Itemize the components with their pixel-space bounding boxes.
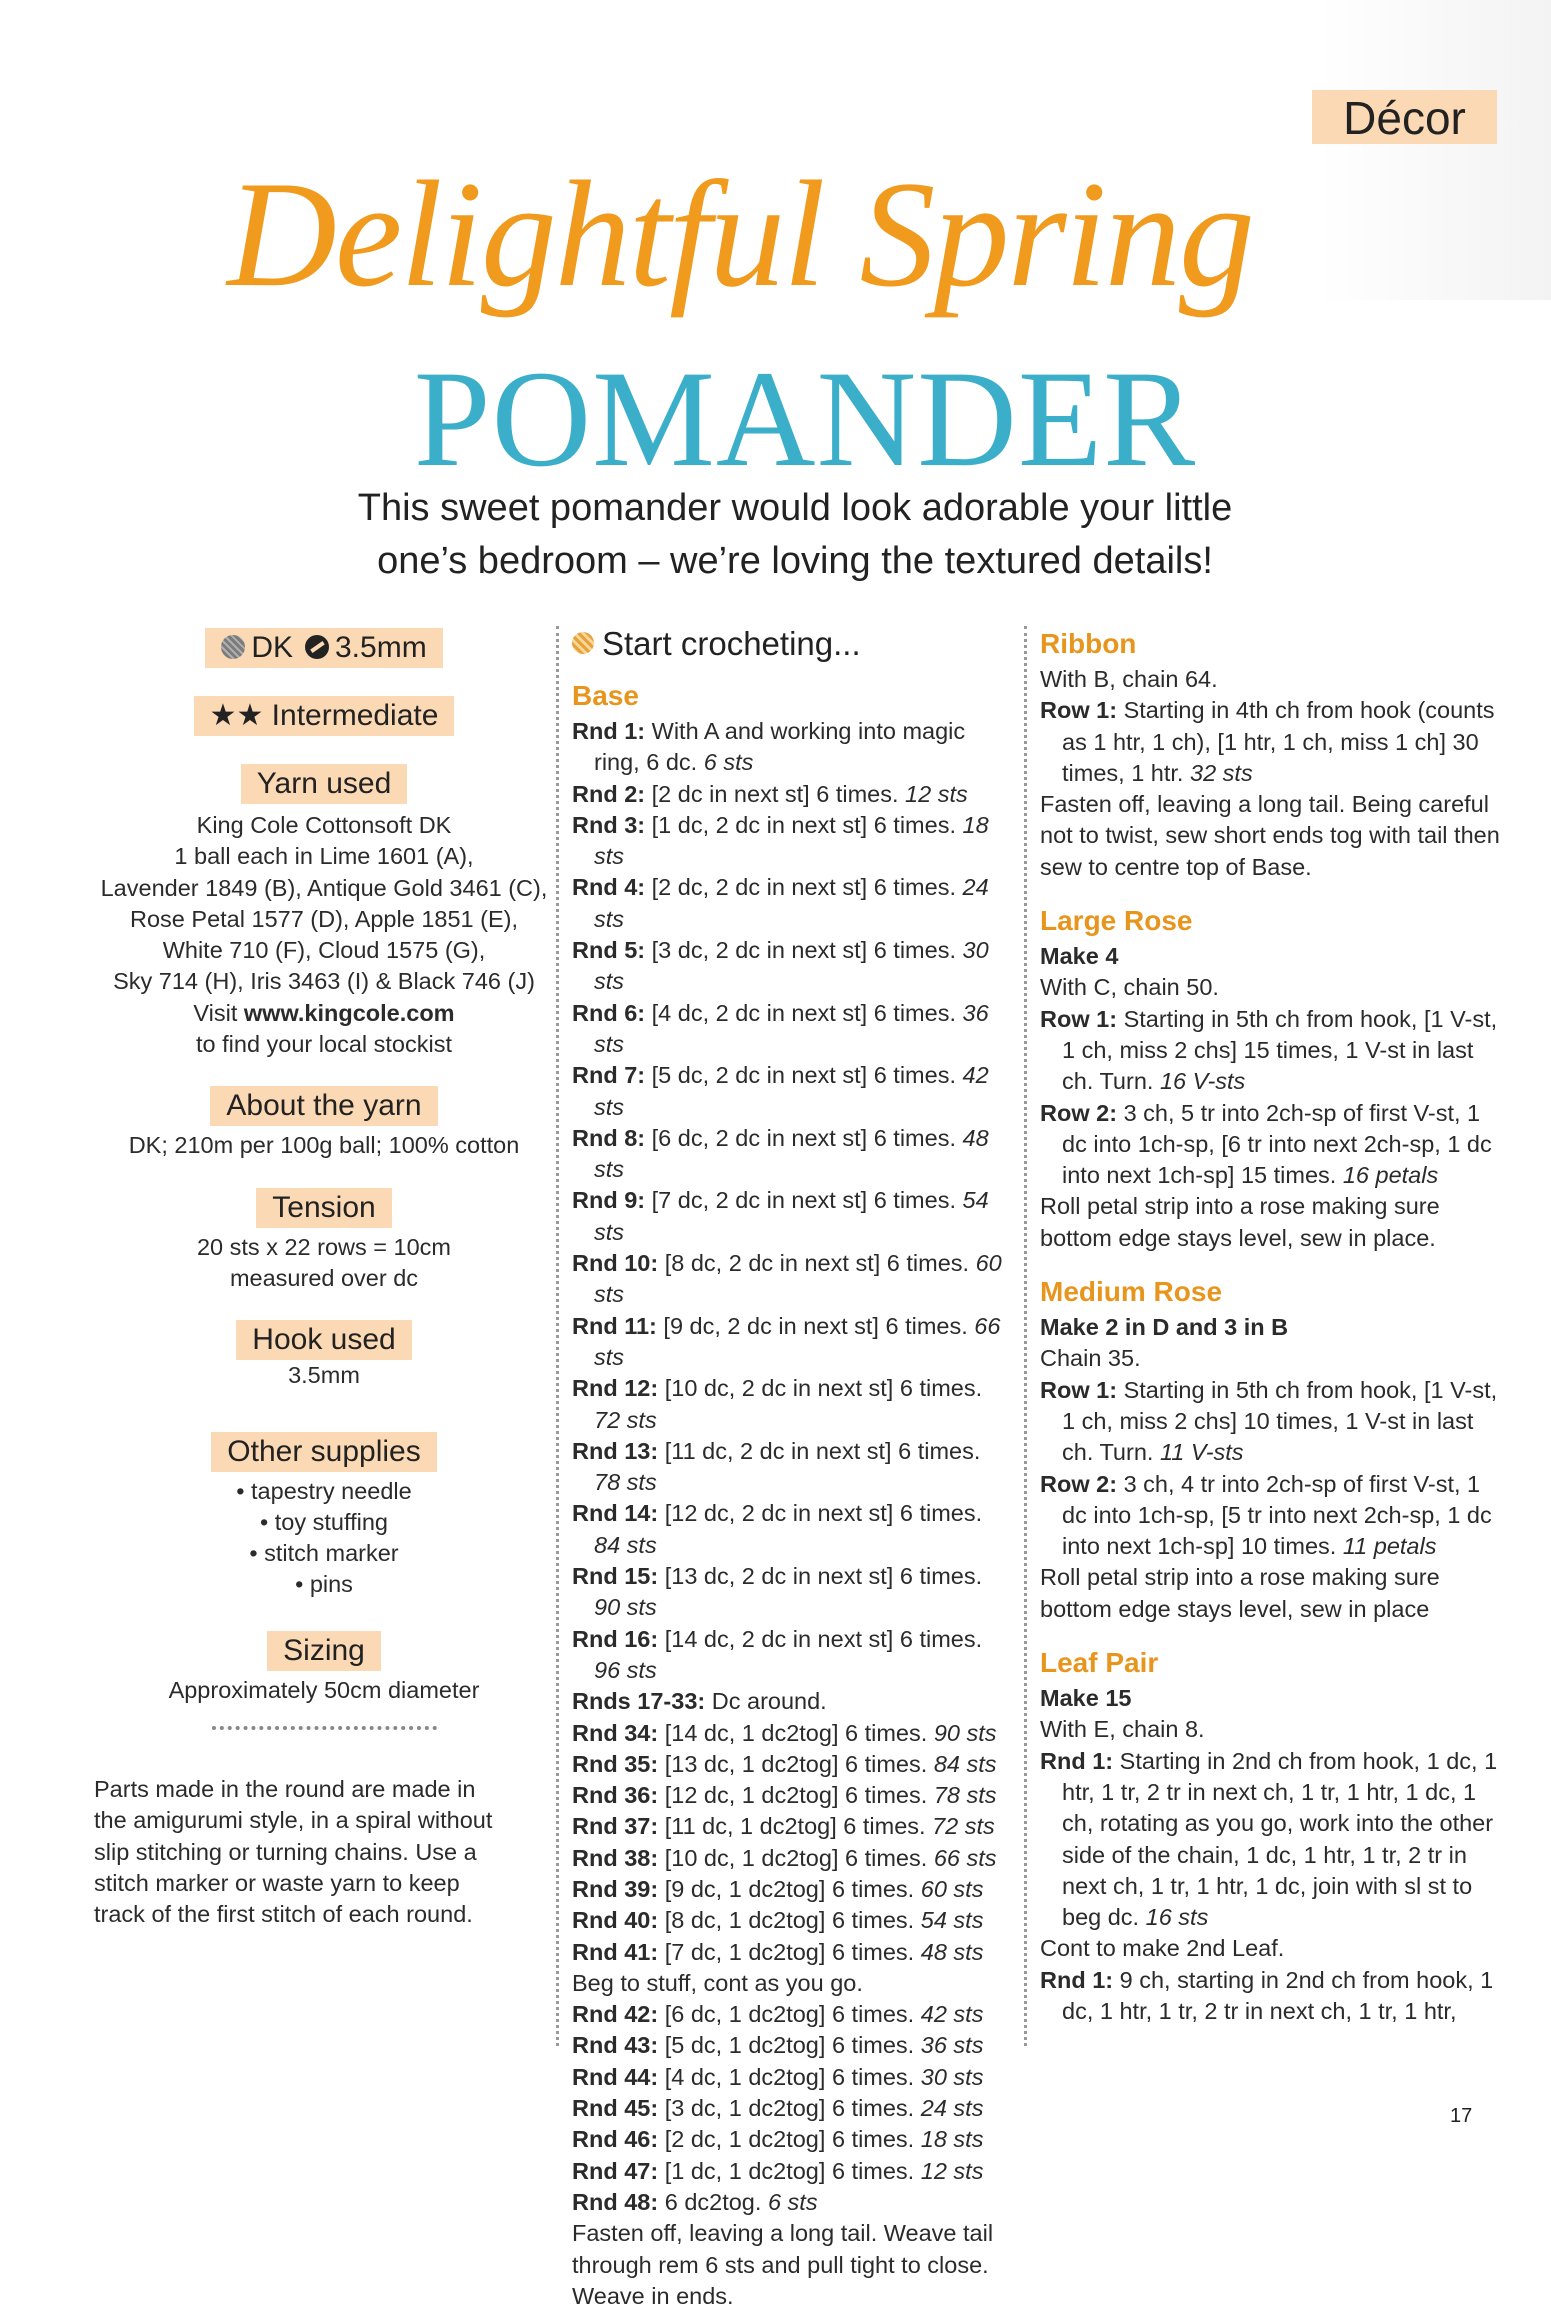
pattern-row: Rnd 14: [12 dc, 2 dc in next st] 6 times. 84 sts [572,1500,983,1558]
sizing-heading: Sizing [267,1631,381,1671]
pattern-row: Rnd 35: [13 dc, 1 dc2tog] 6 times. 84 sts [572,1750,997,1777]
pattern-row: Row 2: 3 ch, 5 tr into 2ch-sp of first V-st, 1 dc into 1ch-sp, [6 tr into next 2ch-sp, 1 dc into next 1ch-sp] 15 times. 16 petals [1040,1099,1492,1189]
medium-rose-intro: Chain 35. [1040,1345,1141,1372]
base-finish: Fasten off, leaving a long tail. Weave tail through rem 6 sts and pull tight to close. Weave in ends. [572,2220,994,2309]
difficulty-badge: ★★ Intermediate [194,696,455,736]
pattern-row: Rnd 11: [9 dc, 2 dc in next st] 6 times. 66 sts [572,1312,1001,1370]
title-line-1: Delightful Spring [227,150,1253,318]
column-divider-1 [556,626,559,2046]
start-crocheting-heading: Start crocheting... [572,624,1012,664]
pattern-row: Rnd 48: 6 dc2tog. 6 sts [572,2188,818,2215]
about-yarn-text: DK; 210m per 100g ball; 100% cotton [128,1132,520,1159]
spec-badge: DK 3.5mm [205,628,442,668]
pattern-row: Rnd 2: [2 dc in next st] 6 times. 12 sts [572,780,968,807]
ribbon-finish: Fasten off, leaving a long tail. Being careful not to twist, sew short ends tog with tail then sew to centre top of Base. [1040,791,1500,880]
large-rose-finish: Roll petal strip into a rose making sure bottom edge stays level, sew in place. [1040,1193,1440,1251]
pattern-row: Row 1: Starting in 5th ch from hook, [1 V-st, 1 ch, miss 2 chs] 10 times, 1 V-st in last ch. Turn. 11 V-sts [1040,1376,1498,1466]
pattern-row: Rnd 34: [14 dc, 1 dc2tog] 6 times. 90 sts [572,1719,997,1746]
pattern-row: Rnd 16: [14 dc, 2 dc in next st] 6 times. 96 sts [572,1625,983,1683]
amigurumi-note: Parts made in the round are made in the amigurumi style, in a spiral without slip stitching or turning chains. Use a stitch marker or waste yarn to keep track of the first stitch of each round. [94,1776,493,1928]
pattern-row: Rnd 41: [7 dc, 1 dc2tog] 6 times. 48 sts [572,1938,984,1965]
standfirst: This sweet pomander would look adorable your little one’s bedroom – we’re loving the textured details! [357,487,1233,582]
pattern-row: Rnd 1: With A and working into magic ring, 6 dc. 6 sts [572,718,966,776]
other-supplies-heading: Other supplies [211,1432,436,1472]
pattern-row: Rnd 45: [3 dc, 1 dc2tog] 6 times. 24 sts [572,2095,984,2122]
pattern-row: Rnd 5: [3 dc, 2 dc in next st] 6 times. 30 sts [572,937,989,995]
pattern-row: Rnd 42: [6 dc, 1 dc2tog] 6 times. 42 sts [572,2001,984,2028]
pattern-row: Row 2: 3 ch, 4 tr into 2ch-sp of first V-st, 1 dc into 1ch-sp, [5 tr into next 2ch-sp, 1 dc into next 1ch-sp] 10 times. 11 petals [1040,1470,1492,1560]
about-yarn-heading: About the yarn [210,1086,437,1126]
page-number: 17 [1450,2105,1473,2127]
pattern-row: Rnd 46: [2 dc, 1 dc2tog] 6 times. 18 sts [572,2126,984,2153]
yarn-ball-icon [572,632,594,654]
leaf-pair-intro: With E, chain 8. [1040,1716,1205,1743]
medium-rose-heading: Medium Rose [1040,1276,1223,1308]
medium-rose-finish: Roll petal strip into a rose making sure bottom edge stays level, sew in place [1040,1564,1440,1622]
yarn-used-text: King Cole Cottonsoft DK 1 ball each in Lime 1601 (A), Lavender 1849 (B), Antique Gold 3461 (C), Rose Petal 1577 (D), Apple 1851 (E), White 710 (F), Cloud 1575 (G), Sky 714 (H), Iris 3463 (I) & Black 746 (J) Visit www.kingcole.com to find your local stockist [100,812,548,1058]
pattern-row: Rnd 4: [2 dc, 2 dc in next st] 6 times. 24 sts [572,874,989,932]
pattern-row: Rnd 37: [11 dc, 1 dc2tog] 6 times. 72 sts [572,1813,995,1840]
hook-icon [305,635,329,659]
pattern-note: Beg to stuff, cont as you go. [572,1969,863,1996]
pattern-row: Rnd 47: [1 dc, 1 dc2tog] 6 times. 12 sts [572,2157,984,2184]
leaf-pair-heading: Leaf Pair [1040,1647,1159,1679]
pattern-row: Rnd 3: [1 dc, 2 dc in next st] 6 times. 18 sts [572,811,989,870]
pattern-row: Rnd 9: [7 dc, 2 dc in next st] 6 times. 54 sts [572,1187,989,1245]
medium-rose-make: Make 2 in D and 3 in B [1040,1314,1289,1341]
pattern-row: Row 1: Starting in 5th ch from hook, [1 V-st, 1 ch, miss 2 chs] 15 times, 1 V-st in last ch. Turn. 16 V-sts [1040,1005,1498,1095]
ribbon-heading: Ribbon [1040,628,1137,659]
large-rose-intro: With C, chain 50. [1040,974,1219,1001]
kingcole-link[interactable]: www.kingcole.com [243,999,455,1026]
pattern-row: Rnd 15: [13 dc, 2 dc in next st] 6 times. 90 sts [572,1563,983,1621]
base-heading: Base [572,680,639,711]
hook-used-heading: Hook used [236,1320,411,1360]
pattern-row: Rnd 10: [8 dc, 2 dc in next st] 6 times. 60 sts [572,1250,1002,1308]
leaf-pair-cont: Cont to make 2nd Leaf. [1040,1935,1285,1962]
tension-text: 20 sts x 22 rows = 10cm measured over dc [196,1233,452,1291]
sizing-text: Approximately 50cm diameter [168,1676,480,1703]
leaf-pair-make: Make 15 [1040,1685,1132,1712]
large-rose-heading: Large Rose [1040,905,1193,937]
ribbon-intro: With B, chain 64. [1040,666,1218,692]
pattern-row: Rnds 17-33: Dc around. [572,1688,827,1715]
pattern-row: Rnd 13: [11 dc, 2 dc in next st] 6 times. 78 sts [572,1437,981,1496]
pattern-row: Rnd 12: [10 dc, 2 dc in next st] 6 times. 72 sts [572,1375,983,1433]
divider [212,1726,437,1730]
base-column [572,624,1012,2312]
parts-column [1040,626,1500,2027]
pattern-row: Rnd 1: Starting in 2nd ch from hook, 1 dc, 1 htr, 1 tr, 2 tr in next ch, 1 tr, 1 htr, 1 dc, 1 ch, rotating as you go, work into the other side of the chain, 1 dc, 1 htr, 1 tr, 2 tr in next ch, 1 tr, 1 htr, 1 dc, join with sl st to beg dc. 16 sts [1040,1747,1498,1931]
hook-used-text: 3.5mm [288,1362,360,1389]
info-column [94,628,554,1931]
pattern-row: Rnd 36: [12 dc, 1 dc2tog] 6 times. 78 sts [572,1782,997,1809]
pattern-row: Rnd 39: [9 dc, 1 dc2tog] 6 times. 60 sts [572,1875,984,1902]
pattern-row: Rnd 38: [10 dc, 1 dc2tog] 6 times. 66 sts [572,1844,997,1871]
supplies-list: • tapestry needle • toy stuffing • stitch marker • pins [236,1477,412,1598]
pattern-row: Rnd 43: [5 dc, 1 dc2tog] 6 times. 36 sts [572,2032,984,2059]
pattern-row: Rnd 40: [8 dc, 1 dc2tog] 6 times. 54 sts [572,1907,984,1934]
section-tag: Décor [1312,90,1497,144]
tension-heading: Tension [256,1188,391,1228]
base-rounds [572,716,1012,2218]
pattern-row: Rnd 44: [4 dc, 1 dc2tog] 6 times. 30 sts [572,2063,984,2090]
pattern-row: Rnd 7: [5 dc, 2 dc in next st] 6 times. 42 sts [572,1062,989,1120]
pattern-row: Rnd 8: [6 dc, 2 dc in next st] 6 times. 48 sts [572,1124,989,1183]
pattern-row: Rnd 1: 9 ch, starting in 2nd ch from hook, 1 dc, 1 htr, 1 tr, 2 tr in next ch, 1 tr, 1 htr, [1040,1966,1494,2024]
pattern-row: Rnd 6: [4 dc, 2 dc in next st] 6 times. 36 sts [572,999,989,1057]
title-line-2: POMANDER [413,342,1197,495]
large-rose-make: Make 4 [1040,943,1119,970]
yarn-ball-icon [221,635,245,659]
pattern-row: Row 1: Starting in 4th ch from hook (counts as 1 htr, 1 ch), [1 htr, 1 ch, miss 1 ch] 30 times, 1 htr. 32 sts [1040,697,1495,786]
yarn-used-heading: Yarn used [241,764,408,804]
column-divider-2 [1024,626,1027,2046]
